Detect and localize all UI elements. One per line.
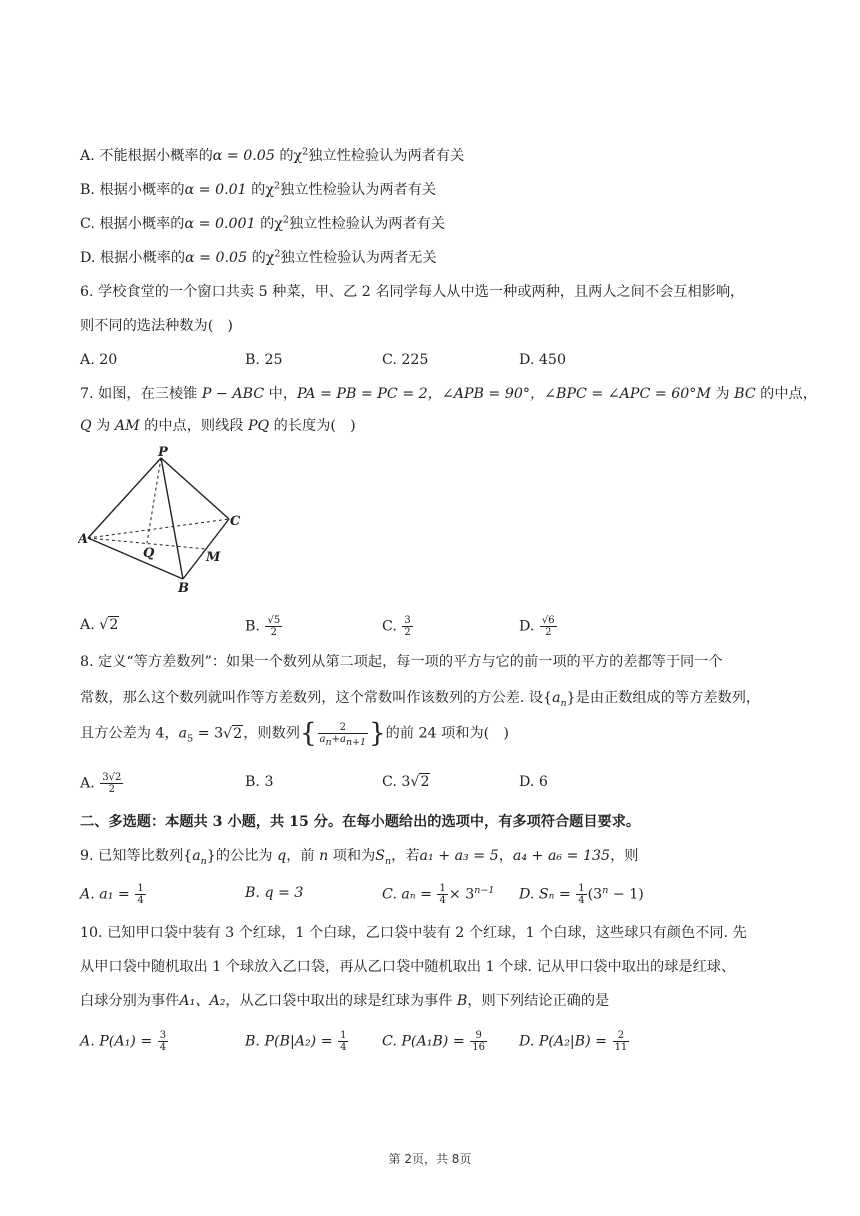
q9-o: ，则: [610, 848, 639, 864]
q7-option-b-frac: [265, 615, 282, 638]
q10-option-a-frac: [158, 1030, 168, 1053]
q7-stem-line2: [80, 416, 356, 436]
q9-option-c-label: C. aₙ =: [382, 886, 437, 903]
q8-l3-den-sub2: n+1: [345, 737, 367, 748]
q9-option-c-num: 1: [439, 883, 446, 894]
q10-l3-b: A₁、A₂: [179, 993, 226, 1009]
q10-option-d-label: D. P(A₂|B) =: [519, 1033, 612, 1050]
q10-stem-line3: [80, 991, 609, 1011]
q7-l2-c: AM: [114, 418, 140, 434]
q6-stem-line1: 6. 学校食堂的一个窗口共卖 5 种菜，甲、乙 2 名同学每人从中选一种或两种，且两人之间不会互相影响，: [80, 284, 745, 300]
q10-option-c-den: 16: [472, 1042, 485, 1053]
q5-option-a: [80, 146, 464, 166]
q5-option-c-pre: C. 根据小概率的: [80, 216, 185, 232]
q7-l2-b: 为: [91, 418, 115, 434]
q9-option-d-den: 4: [578, 895, 585, 906]
q10-option-b-frac: [338, 1030, 348, 1053]
q9-e: q: [277, 848, 287, 864]
q9-j: n: [385, 855, 392, 867]
q8-l3-brace-left: {: [299, 718, 317, 749]
q10-option-d-den: 11: [614, 1042, 628, 1053]
section-2-heading: 二、多选题：本题共 3 小题，共 15 分。在每小题给出的选项中，有多项符合题目要求。: [80, 814, 641, 830]
q10-option-a-num: 3: [159, 1030, 167, 1041]
q5-option-d-tail: 独立性检验认为两者无关: [280, 250, 437, 266]
q10-option-c: [382, 1030, 488, 1053]
q7-option-d-label: D.: [519, 618, 539, 635]
q9-option-c-den: 4: [439, 895, 446, 906]
q10-option-b-num: 1: [340, 1030, 347, 1041]
q9-option-d-label: D. Sₙ =: [519, 886, 576, 903]
q7-option-d-frac: [540, 615, 557, 638]
q5-option-d-alpha: α = 0.05: [185, 250, 248, 266]
q9-option-a-frac: [135, 883, 145, 906]
q7-l2-f: 的长度为( ): [269, 418, 356, 434]
q9-option-a-label: A. a₁ =: [80, 886, 135, 903]
q8-option-a-num: 3√2: [102, 772, 122, 783]
page-footer: 第 2页，共 8页: [388, 1152, 472, 1166]
q8-option-a-frac: [100, 772, 123, 795]
q8-option-a-num-rad: 2: [115, 772, 122, 783]
q6-stem-line2: 则不同的选法种数为( ): [80, 318, 233, 334]
q8-stem-line3: [80, 718, 509, 749]
q7-stem-line1: [80, 384, 817, 404]
q9-a: 9. 已知等比数列{: [80, 848, 193, 864]
q8-l3-g: 的前 24 项和为( ): [385, 725, 509, 742]
q5-option-b-pre: B. 根据小概率的: [80, 182, 185, 198]
q8-option-c-label: C. 3: [382, 774, 411, 790]
q7-option-a-label: A.: [80, 617, 100, 633]
q5-option-d-pre: D. 根据小概率的: [80, 250, 186, 266]
q8-l3-d: = 3: [193, 725, 224, 742]
q8-option-c: [382, 772, 430, 792]
edge-pc: [161, 458, 229, 519]
q5-option-b: [80, 180, 436, 200]
q8-l3-e: 2: [233, 725, 243, 742]
q7-option-a-rad: 2: [109, 617, 119, 633]
q9-m: ，: [498, 848, 513, 864]
q9-option-c-frac: [437, 883, 447, 906]
q9-option-d-tail: (3: [587, 886, 603, 903]
q9-k: ，若: [391, 848, 420, 864]
q7-l1-b: P − ABC: [201, 386, 265, 402]
edge-pb: [161, 458, 183, 579]
q8-option-a-label: A.: [80, 775, 100, 792]
q10-option-a-den: 4: [159, 1042, 167, 1053]
q8-l3-den: [318, 734, 369, 748]
q8-stem-line2: [80, 688, 760, 708]
q7-option-d-rad: 6: [548, 615, 555, 626]
q7-l2-d: 的中点，则线段: [139, 418, 248, 434]
q5-option-c: [80, 214, 445, 234]
q5-option-c-alpha: α = 0.001: [184, 216, 256, 232]
q10-option-c-label: C. P(A₁B) =: [382, 1033, 470, 1050]
edge-ab: [88, 538, 183, 579]
q6-option-c: C. 225: [382, 352, 429, 368]
q5-option-d-sup: 2: [274, 248, 281, 260]
q8-l3-frac: [318, 722, 369, 748]
q9-option-d: [519, 883, 644, 906]
q7-option-c-den: 2: [404, 627, 411, 638]
q8-option-a-den: 2: [108, 784, 116, 795]
edge-bc: [183, 519, 229, 579]
q9-option-d-frac: [576, 883, 586, 906]
q8-l3-b: a: [178, 725, 188, 742]
q9-option-a-den: 4: [137, 895, 144, 906]
q5-option-b-post: 的χ: [246, 182, 274, 198]
q10-stem-line1: 10. 已知甲口袋中装有 3 个红球，1 个白球，乙口袋中装有 2 个红球，1 个白球，这些球只有颜色不同. 先: [80, 925, 747, 941]
label-c: C: [230, 514, 241, 529]
q9-option-c: [382, 883, 494, 906]
label-p: P: [158, 445, 168, 460]
q10-l3-e: ，则下列结论正确的是: [467, 993, 610, 1009]
q5-option-d: [80, 248, 437, 268]
label-m: M: [206, 550, 221, 565]
label-q: Q: [143, 546, 155, 561]
q5-option-c-sup: 2: [282, 214, 289, 226]
label-b: B: [178, 581, 189, 595]
q8-l3-sqrt: √2: [223, 725, 243, 742]
q8-l3-den-mid: +a: [331, 734, 346, 745]
q7-l1-c: 中，: [264, 386, 298, 402]
q6-option-b: B. 25: [245, 352, 283, 368]
q7-option-b-label: B.: [245, 618, 265, 635]
q7-option-b-num: √5: [267, 615, 281, 626]
q9-c: n: [200, 855, 207, 867]
q7-l1-d: PA = PB = PC = 2，∠APB = 90°，∠BPC = ∠APC = 60°M: [297, 386, 711, 402]
q8-l2-c: n: [560, 697, 567, 709]
q10-option-d-frac: [613, 1030, 630, 1053]
q10-option-c-num: 9: [470, 1030, 487, 1042]
q9-d: }的公比为: [206, 848, 278, 864]
q8-l3-a: 且方公差为 4，: [80, 725, 179, 742]
q5-option-c-tail: 独立性检验认为两者有关: [288, 216, 446, 232]
q9-h: 项和为: [328, 848, 376, 864]
q10-option-b: [245, 1030, 349, 1053]
q8-l3-den-a: a: [319, 734, 326, 745]
q9-option-d-sup: n: [602, 884, 609, 896]
q9-option-d-num: 1: [578, 883, 585, 894]
q9-b: a: [192, 848, 201, 864]
q7-l2-a: Q: [80, 418, 92, 434]
q10-option-d: [519, 1030, 630, 1053]
q5-option-a-pre: A. 不能根据小概率的: [80, 148, 213, 164]
q8-l3-num: 2: [318, 722, 369, 734]
q6-option-d: D. 450: [519, 352, 566, 368]
q8-stem-line1: 8. 定义“等方差数列”：如果一个数列从第二项起，每一项的平方与它的前一项的平方的差都等于同一个: [80, 654, 723, 670]
tetrahedron-figure: [78, 445, 258, 595]
q5-option-a-post: 的χ: [274, 148, 303, 164]
q9-stem: [80, 846, 638, 866]
q7-option-c: [382, 615, 414, 638]
q9-option-d-end: − 1): [608, 886, 644, 903]
q9-option-a-num: 1: [137, 883, 144, 894]
q5-option-a-sup: 2: [302, 146, 309, 158]
q7-option-d: [519, 615, 558, 638]
q8-l3-brace-right: }: [369, 718, 386, 749]
q10-option-b-label: B. P(B|A₂) =: [245, 1033, 338, 1050]
q8-l2-d: }是由正数组成的等方差数列，: [566, 690, 761, 706]
q9-l: a₁ + a₃ = 5: [419, 848, 499, 864]
q7-l1-g: 的中点，: [755, 386, 817, 402]
q8-option-d: D. 6: [519, 774, 548, 790]
q10-stem-line2: 从甲口袋中随机取出 1 个球放入乙口袋，再从乙口袋中随机取出 1 个球. 记从甲口袋中取出的球是红球、: [80, 959, 736, 975]
q7-option-a: [80, 615, 119, 635]
q10-l3-a: 白球分别为事件: [80, 993, 180, 1009]
q10-option-b-den: 4: [340, 1042, 347, 1053]
q7-option-c-frac: [402, 615, 412, 638]
q7-option-c-label: C.: [382, 618, 402, 635]
q5-option-b-tail: 独立性检验认为两者有关: [280, 182, 437, 198]
q7-option-d-den: 2: [545, 627, 552, 638]
q6-option-a: A. 20: [80, 352, 118, 368]
q10-option-d-num: 2: [613, 1030, 630, 1042]
q7-option-b-den: 2: [270, 627, 278, 638]
q9-option-a: [80, 883, 147, 906]
q10-option-a: [80, 1030, 169, 1053]
q9-n: a₄ + a₆ = 135: [512, 848, 611, 864]
q7-option-c-num: 3: [404, 615, 411, 626]
q10-option-c-frac: [470, 1030, 487, 1053]
q5-option-b-alpha: α = 0.01: [184, 182, 247, 198]
q8-option-a: [80, 772, 124, 795]
q5-option-a-alpha: α = 0.05: [212, 148, 275, 164]
q8-l3-c: 5: [187, 733, 194, 745]
q10-option-a-label: A. P(A₁) =: [80, 1033, 157, 1050]
edge-ac-hidden: [88, 519, 229, 538]
q8-l2-b: a: [552, 690, 561, 706]
q8-option-b: B. 3: [245, 774, 274, 790]
q8-l3-den-sub1: n: [325, 737, 332, 748]
q7-option-b-rad: 5: [273, 615, 281, 626]
q8-option-c-sqrt: √2: [410, 774, 430, 790]
q9-option-c-tail: × 3: [448, 886, 475, 903]
q5-option-c-post: 的χ: [255, 216, 283, 232]
label-a: A: [78, 532, 89, 547]
q8-l3-f: ，则数列: [243, 725, 300, 742]
q7-option-a-sqrt: √2: [99, 617, 119, 633]
q9-option-c-sup: n−1: [474, 884, 495, 896]
q8-option-a-num-coef: 3: [102, 772, 109, 783]
q7-l2-e: PQ: [247, 418, 270, 434]
q9-f: ，前: [286, 848, 320, 864]
q5-option-a-tail: 独立性检验认为两者有关: [308, 148, 465, 164]
q10-l3-c: ，从乙口袋中取出的球是红球为事件: [225, 993, 457, 1009]
q7-l1-f: BC: [734, 386, 756, 402]
q10-l3-d: B: [456, 993, 468, 1009]
q7-option-b: [245, 615, 283, 638]
q5-option-b-sup: 2: [273, 180, 280, 192]
q7-l1-a: 7. 如图，在三棱锥: [80, 386, 202, 402]
q8-l2-a: 常数，那么这个数列就叫作等方差数列，这个常数叫作该数列的方公差. 设{: [80, 690, 553, 706]
q9-i: S: [375, 848, 386, 864]
q7-option-d-num: √6: [541, 615, 555, 626]
q8-option-c-rad: 2: [420, 774, 430, 790]
q9-option-b: B. q = 3: [245, 885, 304, 901]
q9-g: n: [319, 848, 329, 864]
q5-option-d-post: 的χ: [247, 250, 275, 266]
q7-l1-e: 为: [710, 386, 735, 402]
